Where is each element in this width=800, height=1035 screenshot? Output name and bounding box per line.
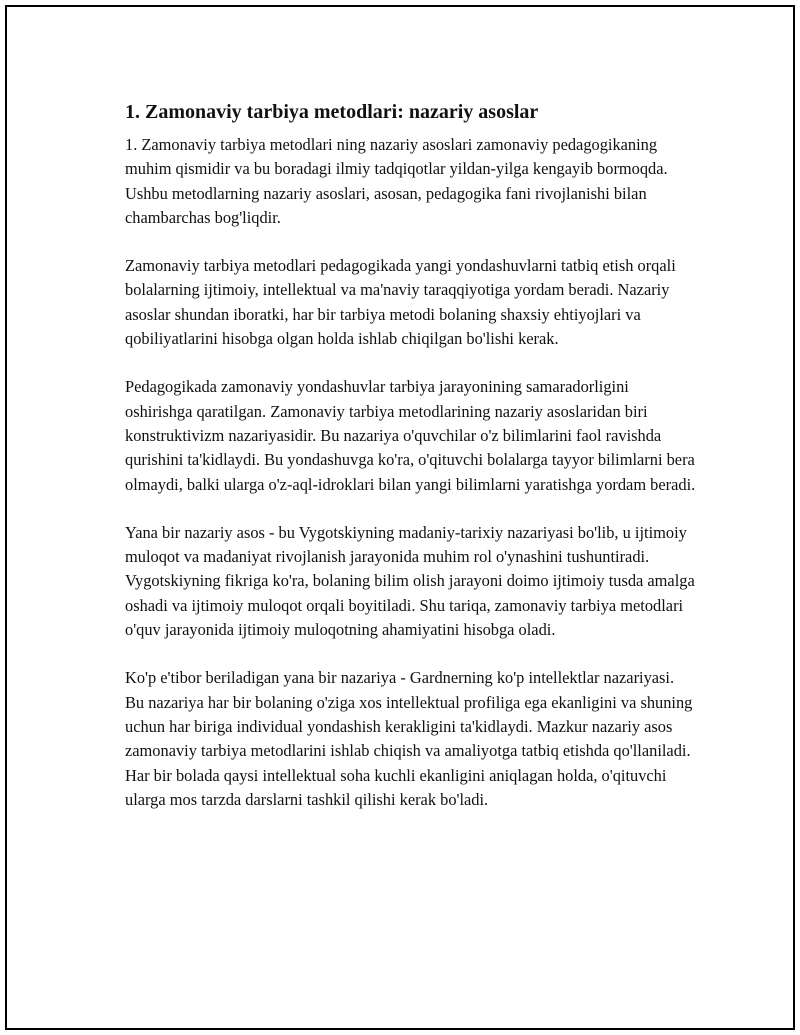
paragraph-5: Ko'p e'tibor beriladigan yana bir nazariya - Gardnerning ko'p intellektlar nazariyasi. Bu nazariya har bir bolaning o'ziga xos intellektual profiliga ega ekanligini va shuning uchun har biriga individual yondashish kerakligini ta'kidlaydi. Mazkur nazariy asos zamonaviy tarbiya metodlarini ishlab chiqish va amaliyotga tatbiq etishda qo'llaniladi. Har bir bolada qaysi intellektual soha kuchli ekanligini aniqlagan holda, o'qituvchi ularga mos tarzda darslarni tashkil qilishi kerak bo'ladi. [125, 668, 693, 809]
paragraph-3: Pedagogikada zamonaviy yondashuvlar tarbiya jarayonining samaradorligini oshirishga qaratilgan. Zamonaviy tarbiya metodlarining nazariy asoslaridan biri konstruktivizm nazariyasidir. Bu nazariya o'quvchilar o'z bilimlarini faol ravishda qurishini ta'kidlaydi. Bu yondashuvga ko'ra, o'qituvchi bolalarga tayyor bilimlarni bera olmaydi, balki ularga o'z-aql-idroklari bilan yangi bilimlarni yaratishga yordam beradi. [125, 377, 696, 494]
paragraph-1: 1. Zamonaviy tarbiya metodlari ning nazariy asoslari zamonaviy pedagogikaning muhim qismidir va bu boradagi ilmiy tadqiqotlar yildan-yilga kengayib bormoqda. Ushbu metodlarning nazariy asoslari, asosan, pedagogika fani rivojlanishi bilan chambarchas bog'liqdir. [125, 135, 668, 227]
paragraph-2: Zamonaviy tarbiya metodlari pedagogikada yangi yondashuvlarni tatbiq etish orqali bolalarning ijtimoiy, intellektual va ma'naviy taraqqiyotiga yordam beradi. Nazariy asoslar shundan iboratki, har bir tarbiya metodi bolaning shaxsiy ehtiyojlari va qobiliyatlarini hisobga olgan holda ishlab chiqilgan bo'lishi kerak. [125, 256, 676, 349]
paragraph-4: Yana bir nazariy asos - bu Vygotskiyning madaniy-tarixiy nazariyasi bo'lib, u ijtimoiy muloqot va madaniyat rivojlanish jarayonida muhim rol o'ynashini tushuntiradi. Vygotskiyning fikriga ko'ra, bolaning bilim olish jarayoni doimo ijtimoiy tusda amalga oshadi va ijtimoiy muloqot orqali boyitiladi. Shu tariqa, zamonaviy tarbiya metodlari o'quv jarayonida ijtimoiy muloqotning ahamiyatini hisobga oladi. [125, 522, 695, 640]
section-heading: 1. Zamonaviy tarbiya metodlari: nazariy asoslar [125, 101, 539, 123]
document-body [125, 99, 697, 836]
page-frame [5, 5, 795, 1030]
